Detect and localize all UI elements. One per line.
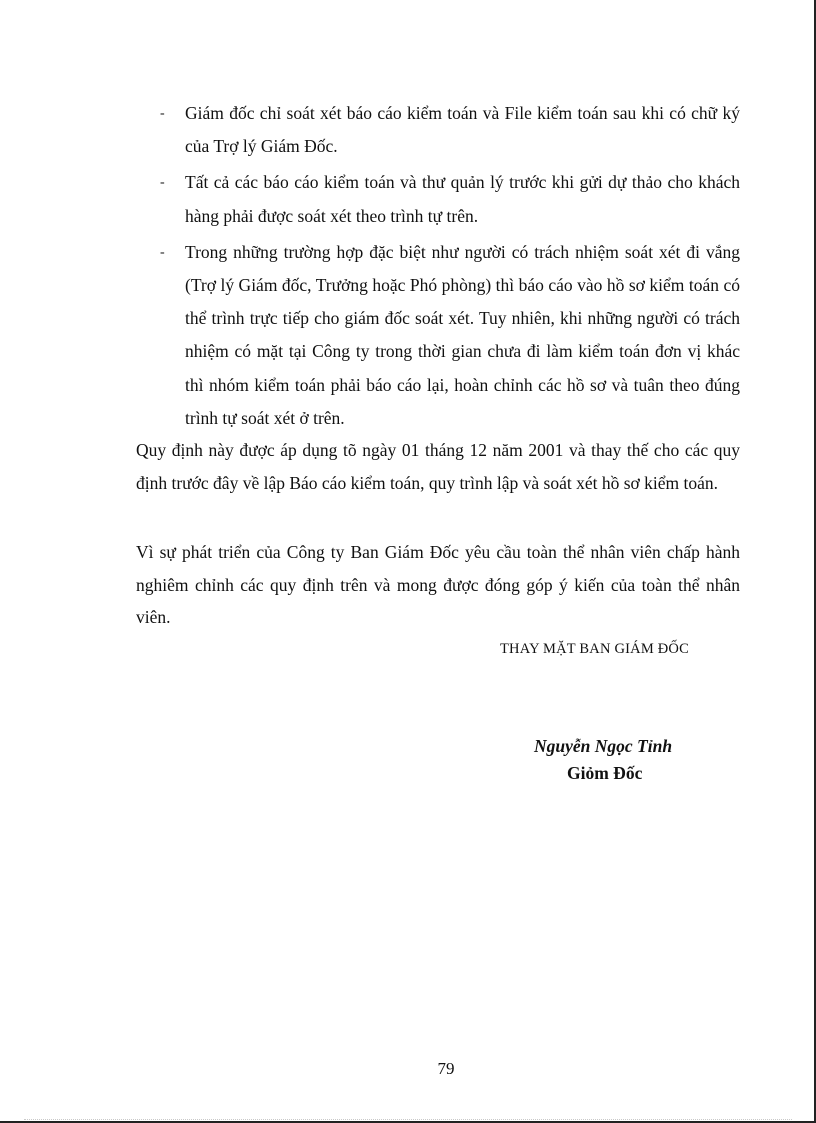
bullet-text: Giám đốc chỉ soát xét báo cáo kiểm toán và File kiểm toán sau khi có chữ ký của Trợ lý Giám Đốc. bbox=[185, 103, 740, 157]
effective-date-paragraph: Quy định này được áp dụng tõ ngày 01 tháng 12 năm 2001 và thay thế cho các quy định trước đây về lập Báo cáo kiểm toán, quy trình lập và soát xét hồ sơ kiểm toán. bbox=[136, 440, 740, 493]
bullet-text: Trong những trường hợp đặc biệt như người có trách nhiệm soát xét đi vắng (Trợ lý Giám đốc, Trưởng hoặc Phó phòng) thì báo cáo vào hồ sơ kiểm toán có thể trình trực tiếp cho giám đốc soát xét. Tuy nhiên, khi những người có trách nhiệm có mặt tại Công ty trong thời gian chưa đi làm kiểm toán đơn vị khác thì nhóm kiểm toán phải báo cáo lại, hoàn chỉnh các hồ sơ và tuân theo đúng trình tự soát xét ở trên. bbox=[185, 241, 740, 428]
footer-dotted-rule bbox=[24, 1119, 792, 1120]
bullet-text: Tất cả các báo cáo kiểm toán và thư quản lý trước khi gửi dự thảo cho khách hàng phải được soát xét theo trình tự trên. bbox=[185, 172, 740, 226]
signer-name: Nguyễn Ngọc Tỉnh bbox=[534, 736, 673, 756]
page-number: 79 bbox=[437, 1059, 455, 1078]
signer-title: Giỏm Đốc bbox=[567, 763, 643, 783]
bullet-dash-icon: - bbox=[160, 175, 165, 191]
signature-heading: THAY MẶT BAN GIÁM ĐỐC bbox=[500, 641, 689, 657]
bullet-item-special-cases bbox=[160, 236, 740, 435]
bullet-dash-icon: - bbox=[160, 244, 165, 260]
bullet-item-director-review bbox=[160, 97, 740, 163]
closing-request-paragraph: Vì sự phát triển của Công ty Ban Giám Đốc yêu cầu toàn thể nhân viên chấp hành nghiêm chỉnh các quy định trên và mong được đóng góp ý kiến của toàn thể nhân viên. bbox=[136, 542, 740, 627]
bullet-item-all-reports bbox=[160, 166, 740, 232]
bullet-dash-icon: - bbox=[160, 106, 165, 121]
review-rules-list bbox=[160, 97, 740, 438]
